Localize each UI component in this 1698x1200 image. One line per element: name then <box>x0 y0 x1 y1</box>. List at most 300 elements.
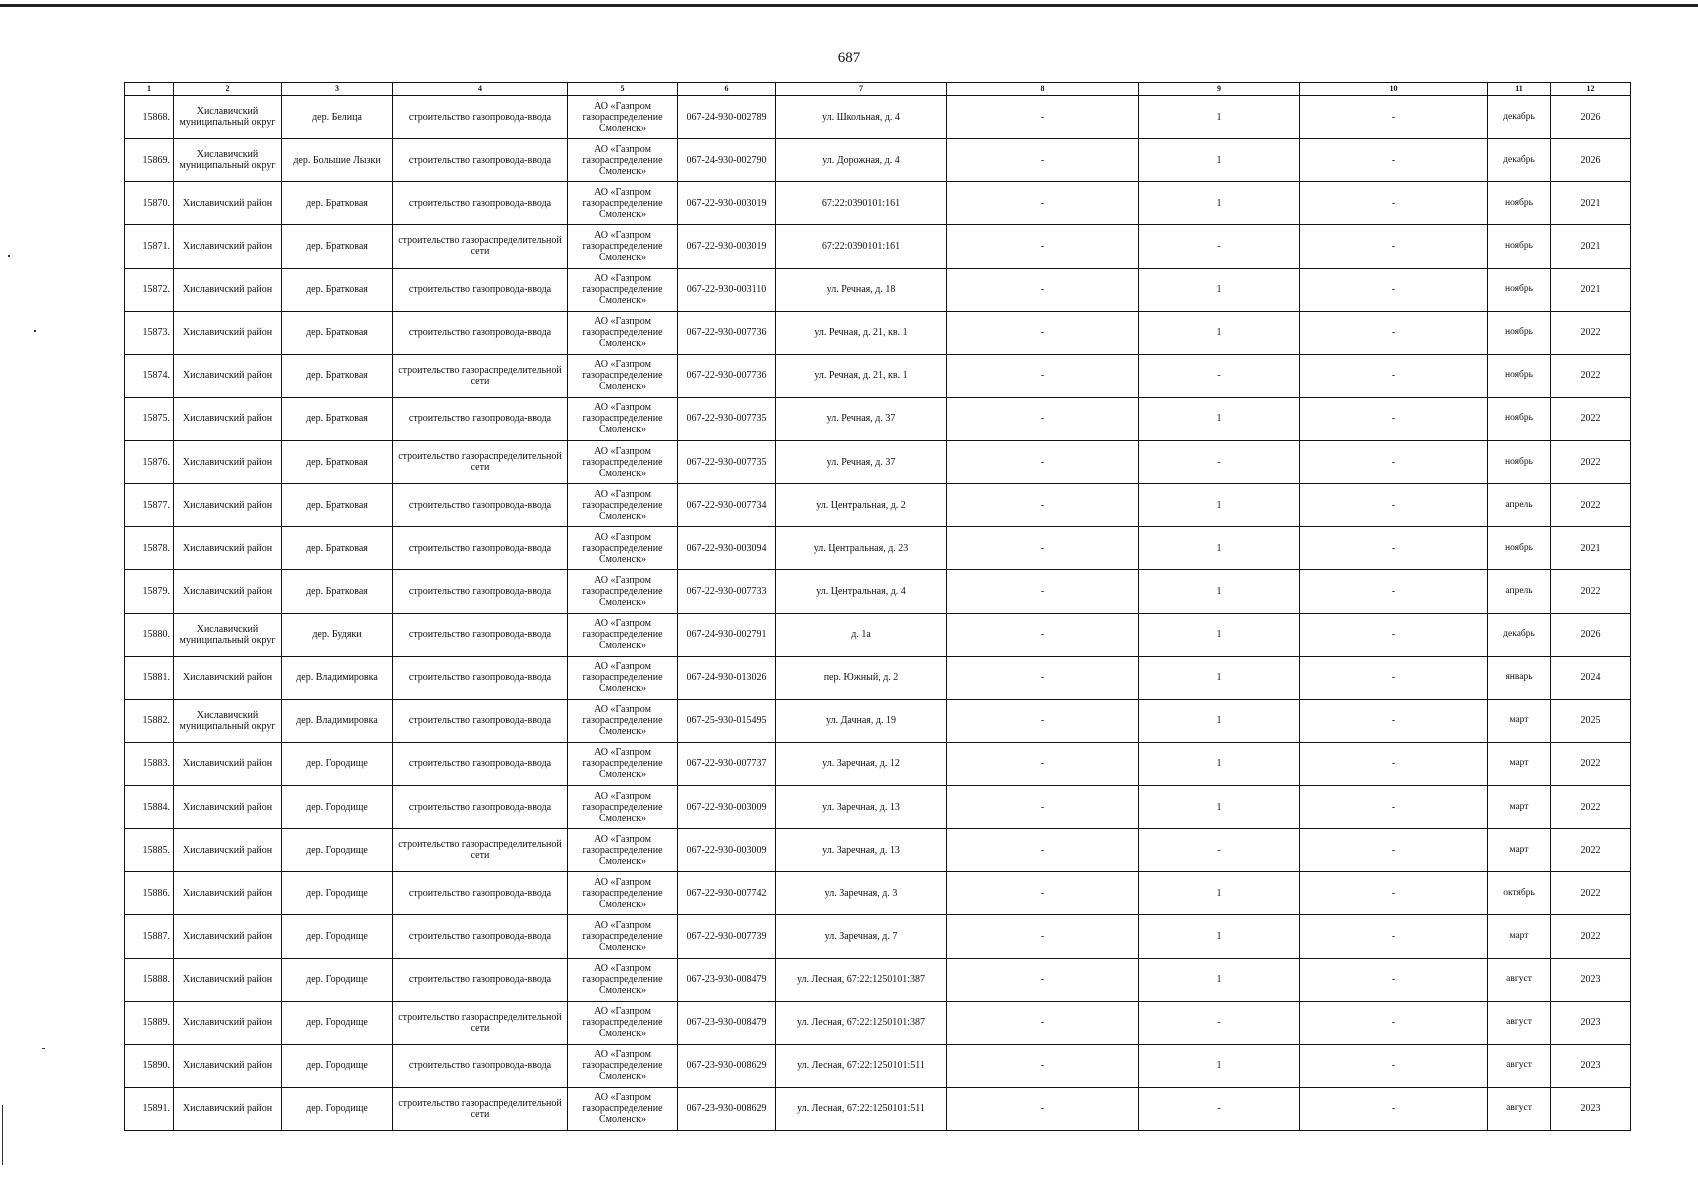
column-9-cell: 1 <box>1139 527 1300 570</box>
month-cell: апрель <box>1488 570 1551 613</box>
table-row <box>125 397 1631 440</box>
work-type-cell: строительство газопровода-ввода <box>393 1044 568 1087</box>
column-8-cell: - <box>947 354 1139 397</box>
district-cell: Хиславичский район <box>174 1044 282 1087</box>
address-cell: ул. Лесная, 67:22:1250101:511 <box>776 1044 947 1087</box>
column-8-cell: - <box>947 484 1139 527</box>
project-code-cell: 067-22-930-007734 <box>678 484 776 527</box>
row-number: 15881. <box>125 656 174 699</box>
column-8-cell: - <box>947 786 1139 829</box>
district-cell: Хиславичский район <box>174 1087 282 1130</box>
district-cell: Хиславичский район <box>174 182 282 225</box>
row-number: 15873. <box>125 311 174 354</box>
column-number: 1 <box>125 83 174 96</box>
project-code-cell: 067-22-930-003019 <box>678 225 776 268</box>
project-code-cell: 067-24-930-002790 <box>678 139 776 182</box>
column-9-cell: 1 <box>1139 656 1300 699</box>
address-cell: 67:22:0390101:161 <box>776 225 947 268</box>
organization-cell: АО «Газпром газораспределение Смоленск» <box>568 527 678 570</box>
project-code-cell: 067-23-930-008629 <box>678 1044 776 1087</box>
table-row <box>125 742 1631 785</box>
column-9-cell: 1 <box>1139 699 1300 742</box>
row-number: 15884. <box>125 786 174 829</box>
month-cell: март <box>1488 786 1551 829</box>
month-cell: ноябрь <box>1488 527 1551 570</box>
page-number: 687 <box>837 50 861 66</box>
address-cell: ул. Речная, д. 21, кв. 1 <box>776 311 947 354</box>
organization-cell: АО «Газпром газораспределение Смоленск» <box>568 1044 678 1087</box>
address-cell: ул. Центральная, д. 4 <box>776 570 947 613</box>
month-cell: август <box>1488 1087 1551 1130</box>
row-number: 15876. <box>125 441 174 484</box>
column-10-cell: - <box>1300 484 1488 527</box>
column-8-cell: - <box>947 311 1139 354</box>
column-number: 8 <box>947 83 1139 96</box>
project-code-cell: 067-23-930-008629 <box>678 1087 776 1130</box>
row-number: 15882. <box>125 699 174 742</box>
work-type-cell: строительство газопровода-ввода <box>393 958 568 1001</box>
organization-cell: АО «Газпром газораспределение Смоленск» <box>568 311 678 354</box>
year-cell: 2022 <box>1551 354 1631 397</box>
work-type-cell: строительство газопровода-ввода <box>393 527 568 570</box>
year-cell: 2022 <box>1551 311 1631 354</box>
organization-cell: АО «Газпром газораспределение Смоленск» <box>568 570 678 613</box>
column-8-cell: - <box>947 441 1139 484</box>
column-9-cell: - <box>1139 1087 1300 1130</box>
settlement-cell: дер. Городище <box>282 1044 393 1087</box>
row-number: 15886. <box>125 872 174 915</box>
settlement-cell: дер. Городище <box>282 1001 393 1044</box>
column-10-cell: - <box>1300 699 1488 742</box>
address-cell: ул. Лесная, 67:22:1250101:387 <box>776 1001 947 1044</box>
column-10-cell: - <box>1300 1001 1488 1044</box>
work-type-cell: строительство газопровода-ввода <box>393 397 568 440</box>
district-cell: Хиславичский район <box>174 268 282 311</box>
district-cell: Хиславичский район <box>174 484 282 527</box>
settlement-cell: дер. Городище <box>282 958 393 1001</box>
table-row <box>125 484 1631 527</box>
settlement-cell: дер. Братковая <box>282 570 393 613</box>
year-cell: 2022 <box>1551 786 1631 829</box>
project-code-cell: 067-24-930-002789 <box>678 96 776 139</box>
column-8-cell: - <box>947 225 1139 268</box>
project-code-cell: 067-23-930-008479 <box>678 958 776 1001</box>
organization-cell: АО «Газпром газораспределение Смоленск» <box>568 786 678 829</box>
address-cell: ул. Речная, д. 37 <box>776 397 947 440</box>
organization-cell: АО «Газпром газораспределение Смоленск» <box>568 225 678 268</box>
month-cell: декабрь <box>1488 139 1551 182</box>
organization-cell: АО «Газпром газораспределение Смоленск» <box>568 397 678 440</box>
district-cell: Хиславичский район <box>174 786 282 829</box>
column-9-cell: 1 <box>1139 268 1300 311</box>
row-number: 15888. <box>125 958 174 1001</box>
work-type-cell: строительство газопровода-ввода <box>393 613 568 656</box>
district-cell: Хиславичский район <box>174 441 282 484</box>
gasification-registry-table <box>124 82 1631 1131</box>
address-cell: ул. Центральная, д. 23 <box>776 527 947 570</box>
column-8-cell: - <box>947 915 1139 958</box>
year-cell: 2022 <box>1551 872 1631 915</box>
year-cell: 2022 <box>1551 829 1631 872</box>
scan-speck <box>2 1105 3 1165</box>
address-cell: ул. Лесная, 67:22:1250101:511 <box>776 1087 947 1130</box>
work-type-cell: строительство газопровода-ввода <box>393 311 568 354</box>
column-8-cell: - <box>947 1044 1139 1087</box>
table-row <box>125 829 1631 872</box>
project-code-cell: 067-22-930-003009 <box>678 786 776 829</box>
row-number: 15885. <box>125 829 174 872</box>
project-code-cell: 067-22-930-007735 <box>678 397 776 440</box>
row-number: 15877. <box>125 484 174 527</box>
month-cell: декабрь <box>1488 96 1551 139</box>
column-10-cell: - <box>1300 570 1488 613</box>
column-10-cell: - <box>1300 656 1488 699</box>
table-row <box>125 354 1631 397</box>
settlement-cell: дер. Будяки <box>282 613 393 656</box>
table-row <box>125 1001 1631 1044</box>
column-10-cell: - <box>1300 225 1488 268</box>
table-row <box>125 570 1631 613</box>
column-8-cell: - <box>947 872 1139 915</box>
organization-cell: АО «Газпром газораспределение Смоленск» <box>568 268 678 311</box>
table-row <box>125 268 1631 311</box>
column-9-cell: 1 <box>1139 397 1300 440</box>
month-cell: ноябрь <box>1488 397 1551 440</box>
row-number: 15869. <box>125 139 174 182</box>
organization-cell: АО «Газпром газораспределение Смоленск» <box>568 1087 678 1130</box>
district-cell: Хиславичский муниципальный округ <box>174 139 282 182</box>
district-cell: Хиславичский район <box>174 742 282 785</box>
organization-cell: АО «Газпром газораспределение Смоленск» <box>568 958 678 1001</box>
column-8-cell: - <box>947 139 1139 182</box>
column-9-cell: 1 <box>1139 1044 1300 1087</box>
column-8-cell: - <box>947 570 1139 613</box>
month-cell: август <box>1488 1001 1551 1044</box>
column-10-cell: - <box>1300 139 1488 182</box>
project-code-cell: 067-22-930-003009 <box>678 829 776 872</box>
settlement-cell: дер. Городище <box>282 786 393 829</box>
row-number: 15878. <box>125 527 174 570</box>
table-row <box>125 225 1631 268</box>
year-cell: 2025 <box>1551 699 1631 742</box>
project-code-cell: 067-22-930-003110 <box>678 268 776 311</box>
column-9-cell: 1 <box>1139 182 1300 225</box>
work-type-cell: строительство газопровода-ввода <box>393 182 568 225</box>
settlement-cell: дер. Братковая <box>282 225 393 268</box>
table-row <box>125 915 1631 958</box>
district-cell: Хиславичский район <box>174 397 282 440</box>
settlement-cell: дер. Городище <box>282 829 393 872</box>
organization-cell: АО «Газпром газораспределение Смоленск» <box>568 139 678 182</box>
column-8-cell: - <box>947 1001 1139 1044</box>
month-cell: ноябрь <box>1488 182 1551 225</box>
project-code-cell: 067-24-930-002791 <box>678 613 776 656</box>
work-type-cell: строительство газопровода-ввода <box>393 786 568 829</box>
scan-speck <box>42 1048 45 1049</box>
month-cell: ноябрь <box>1488 225 1551 268</box>
address-cell: д. 1а <box>776 613 947 656</box>
settlement-cell: дер. Братковая <box>282 182 393 225</box>
column-8-cell: - <box>947 182 1139 225</box>
column-10-cell: - <box>1300 786 1488 829</box>
month-cell: август <box>1488 958 1551 1001</box>
column-number: 12 <box>1551 83 1631 96</box>
month-cell: ноябрь <box>1488 268 1551 311</box>
work-type-cell: строительство газопровода-ввода <box>393 268 568 311</box>
month-cell: март <box>1488 829 1551 872</box>
column-number: 7 <box>776 83 947 96</box>
column-number: 5 <box>568 83 678 96</box>
scan-speck <box>34 330 36 332</box>
column-9-cell: 1 <box>1139 613 1300 656</box>
district-cell: Хиславичский район <box>174 225 282 268</box>
column-number: 4 <box>393 83 568 96</box>
table-row <box>125 1044 1631 1087</box>
work-type-cell: строительство газопровода-ввода <box>393 484 568 527</box>
settlement-cell: дер. Братковая <box>282 527 393 570</box>
settlement-cell: дер. Городище <box>282 1087 393 1130</box>
column-9-cell: 1 <box>1139 139 1300 182</box>
column-number: 3 <box>282 83 393 96</box>
project-code-cell: 067-22-930-007736 <box>678 311 776 354</box>
year-cell: 2021 <box>1551 225 1631 268</box>
column-10-cell: - <box>1300 742 1488 785</box>
address-cell: ул. Речная, д. 18 <box>776 268 947 311</box>
organization-cell: АО «Газпром газораспределение Смоленск» <box>568 613 678 656</box>
organization-cell: АО «Газпром газораспределение Смоленск» <box>568 915 678 958</box>
project-code-cell: 067-22-930-007742 <box>678 872 776 915</box>
scan-speck <box>8 255 10 257</box>
scan-top-border <box>0 4 1698 7</box>
project-code-cell: 067-22-930-007733 <box>678 570 776 613</box>
column-number: 10 <box>1300 83 1488 96</box>
district-cell: Хиславичский муниципальный округ <box>174 699 282 742</box>
year-cell: 2022 <box>1551 397 1631 440</box>
row-number: 15890. <box>125 1044 174 1087</box>
column-10-cell: - <box>1300 96 1488 139</box>
row-number: 15874. <box>125 354 174 397</box>
column-10-cell: - <box>1300 915 1488 958</box>
row-number: 15883. <box>125 742 174 785</box>
year-cell: 2026 <box>1551 139 1631 182</box>
project-code-cell: 067-22-930-003094 <box>678 527 776 570</box>
table-row <box>125 441 1631 484</box>
column-9-cell: - <box>1139 225 1300 268</box>
table-row <box>125 872 1631 915</box>
column-10-cell: - <box>1300 872 1488 915</box>
column-10-cell: - <box>1300 311 1488 354</box>
table-row <box>125 182 1631 225</box>
work-type-cell: строительство газораспределительной сети <box>393 441 568 484</box>
district-cell: Хиславичский район <box>174 527 282 570</box>
work-type-cell: строительство газопровода-ввода <box>393 96 568 139</box>
address-cell: ул. Дорожная, д. 4 <box>776 139 947 182</box>
column-10-cell: - <box>1300 1087 1488 1130</box>
project-code-cell: 067-22-930-003019 <box>678 182 776 225</box>
settlement-cell: дер. Братковая <box>282 397 393 440</box>
table-row <box>125 958 1631 1001</box>
settlement-cell: дер. Братковая <box>282 354 393 397</box>
column-8-cell: - <box>947 656 1139 699</box>
row-number: 15889. <box>125 1001 174 1044</box>
settlement-cell: дер. Братковая <box>282 484 393 527</box>
address-cell: ул. Заречная, д. 12 <box>776 742 947 785</box>
year-cell: 2022 <box>1551 742 1631 785</box>
column-10-cell: - <box>1300 958 1488 1001</box>
work-type-cell: строительство газопровода-ввода <box>393 872 568 915</box>
year-cell: 2023 <box>1551 1087 1631 1130</box>
work-type-cell: строительство газопровода-ввода <box>393 656 568 699</box>
month-cell: ноябрь <box>1488 441 1551 484</box>
address-cell: ул. Заречная, д. 13 <box>776 786 947 829</box>
district-cell: Хиславичский район <box>174 354 282 397</box>
work-type-cell: строительство газораспределительной сети <box>393 1001 568 1044</box>
work-type-cell: строительство газопровода-ввода <box>393 699 568 742</box>
column-10-cell: - <box>1300 613 1488 656</box>
column-9-cell: 1 <box>1139 484 1300 527</box>
organization-cell: АО «Газпром газораспределение Смоленск» <box>568 182 678 225</box>
row-number: 15868. <box>125 96 174 139</box>
project-code-cell: 067-22-930-007735 <box>678 441 776 484</box>
work-type-cell: строительство газораспределительной сети <box>393 829 568 872</box>
address-cell: ул. Дачная, д. 19 <box>776 699 947 742</box>
column-number-row <box>125 83 1631 96</box>
table-row <box>125 786 1631 829</box>
work-type-cell: строительство газопровода-ввода <box>393 570 568 613</box>
column-9-cell: 1 <box>1139 570 1300 613</box>
row-number: 15875. <box>125 397 174 440</box>
year-cell: 2023 <box>1551 1001 1631 1044</box>
organization-cell: АО «Газпром газораспределение Смоленск» <box>568 742 678 785</box>
address-cell: ул. Центральная, д. 2 <box>776 484 947 527</box>
row-number: 15879. <box>125 570 174 613</box>
address-cell: ул. Речная, д. 37 <box>776 441 947 484</box>
district-cell: Хиславичский район <box>174 1001 282 1044</box>
settlement-cell: дер. Городище <box>282 742 393 785</box>
work-type-cell: строительство газопровода-ввода <box>393 139 568 182</box>
year-cell: 2022 <box>1551 570 1631 613</box>
column-number: 6 <box>678 83 776 96</box>
address-cell: 67:22:0390101:161 <box>776 182 947 225</box>
settlement-cell: дер. Большие Лызки <box>282 139 393 182</box>
column-number: 11 <box>1488 83 1551 96</box>
table-row <box>125 96 1631 139</box>
column-9-cell: 1 <box>1139 915 1300 958</box>
table-row <box>125 527 1631 570</box>
column-9-cell: 1 <box>1139 742 1300 785</box>
year-cell: 2022 <box>1551 441 1631 484</box>
organization-cell: АО «Газпром газораспределение Смоленск» <box>568 829 678 872</box>
work-type-cell: строительство газораспределительной сети <box>393 225 568 268</box>
table-row <box>125 699 1631 742</box>
column-8-cell: - <box>947 96 1139 139</box>
month-cell: январь <box>1488 656 1551 699</box>
column-10-cell: - <box>1300 354 1488 397</box>
organization-cell: АО «Газпром газораспределение Смоленск» <box>568 441 678 484</box>
organization-cell: АО «Газпром газораспределение Смоленск» <box>568 1001 678 1044</box>
district-cell: Хиславичский муниципальный округ <box>174 96 282 139</box>
project-code-cell: 067-25-930-015495 <box>678 699 776 742</box>
column-10-cell: - <box>1300 268 1488 311</box>
work-type-cell: строительство газопровода-ввода <box>393 742 568 785</box>
settlement-cell: дер. Владимировка <box>282 699 393 742</box>
column-9-cell: 1 <box>1139 96 1300 139</box>
organization-cell: АО «Газпром газораспределение Смоленск» <box>568 484 678 527</box>
settlement-cell: дер. Братковая <box>282 441 393 484</box>
project-code-cell: 067-22-930-007737 <box>678 742 776 785</box>
district-cell: Хиславичский муниципальный округ <box>174 613 282 656</box>
column-9-cell: - <box>1139 441 1300 484</box>
work-type-cell: строительство газораспределительной сети <box>393 1087 568 1130</box>
column-10-cell: - <box>1300 441 1488 484</box>
column-10-cell: - <box>1300 397 1488 440</box>
row-number: 15887. <box>125 915 174 958</box>
row-number: 15880. <box>125 613 174 656</box>
registry-body <box>125 96 1631 1131</box>
column-8-cell: - <box>947 527 1139 570</box>
settlement-cell: дер. Братковая <box>282 311 393 354</box>
column-number: 2 <box>174 83 282 96</box>
year-cell: 2023 <box>1551 1044 1631 1087</box>
table-row <box>125 311 1631 354</box>
district-cell: Хиславичский район <box>174 311 282 354</box>
month-cell: октябрь <box>1488 872 1551 915</box>
month-cell: март <box>1488 742 1551 785</box>
project-code-cell: 067-23-930-008479 <box>678 1001 776 1044</box>
project-code-cell: 067-22-930-007739 <box>678 915 776 958</box>
address-cell: ул. Заречная, д. 7 <box>776 915 947 958</box>
year-cell: 2023 <box>1551 958 1631 1001</box>
column-8-cell: - <box>947 613 1139 656</box>
settlement-cell: дер. Белица <box>282 96 393 139</box>
work-type-cell: строительство газопровода-ввода <box>393 915 568 958</box>
organization-cell: АО «Газпром газораспределение Смоленск» <box>568 96 678 139</box>
column-8-cell: - <box>947 268 1139 311</box>
organization-cell: АО «Газпром газораспределение Смоленск» <box>568 354 678 397</box>
column-9-cell: - <box>1139 1001 1300 1044</box>
project-code-cell: 067-24-930-013026 <box>678 656 776 699</box>
organization-cell: АО «Газпром газораспределение Смоленск» <box>568 656 678 699</box>
column-number: 9 <box>1139 83 1300 96</box>
address-cell: ул. Речная, д. 21, кв. 1 <box>776 354 947 397</box>
address-cell: ул. Школьная, д. 4 <box>776 96 947 139</box>
project-code-cell: 067-22-930-007736 <box>678 354 776 397</box>
column-9-cell: 1 <box>1139 786 1300 829</box>
month-cell: апрель <box>1488 484 1551 527</box>
column-9-cell: 1 <box>1139 958 1300 1001</box>
row-number: 15870. <box>125 182 174 225</box>
month-cell: март <box>1488 699 1551 742</box>
settlement-cell: дер. Городище <box>282 915 393 958</box>
year-cell: 2021 <box>1551 527 1631 570</box>
address-cell: ул. Заречная, д. 13 <box>776 829 947 872</box>
address-cell: пер. Южный, д. 2 <box>776 656 947 699</box>
column-9-cell: - <box>1139 829 1300 872</box>
month-cell: август <box>1488 1044 1551 1087</box>
column-8-cell: - <box>947 397 1139 440</box>
column-10-cell: - <box>1300 182 1488 225</box>
organization-cell: АО «Газпром газораспределение Смоленск» <box>568 872 678 915</box>
month-cell: ноябрь <box>1488 311 1551 354</box>
row-number: 15871. <box>125 225 174 268</box>
year-cell: 2022 <box>1551 484 1631 527</box>
column-10-cell: - <box>1300 527 1488 570</box>
column-9-cell: 1 <box>1139 872 1300 915</box>
settlement-cell: дер. Городище <box>282 872 393 915</box>
column-8-cell: - <box>947 958 1139 1001</box>
table-row <box>125 613 1631 656</box>
address-cell: ул. Лесная, 67:22:1250101:387 <box>776 958 947 1001</box>
